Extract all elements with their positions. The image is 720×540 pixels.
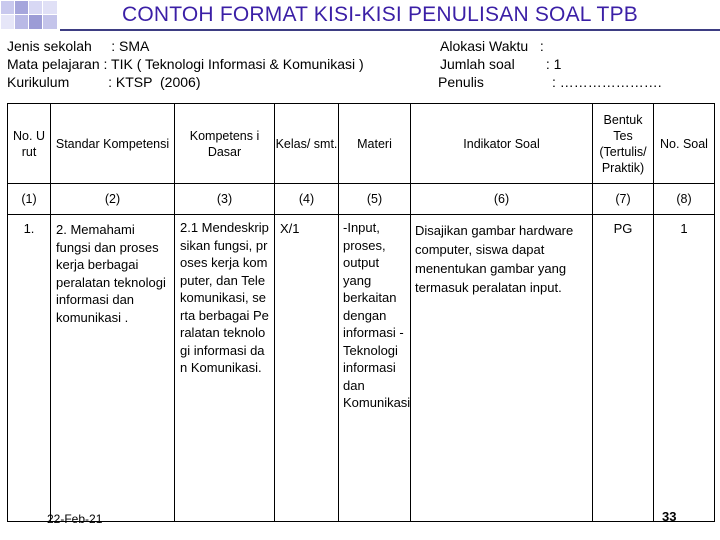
info-mata-pelajaran: Mata pelajaran : TIK ( Teknologi Informasi & Komunikasi ) bbox=[7, 56, 364, 72]
title-underline bbox=[60, 29, 720, 31]
page-title: CONTOH FORMAT KISI-KISI PENULISAN SOAL TPB bbox=[121, 3, 638, 26]
decorative-squares bbox=[0, 0, 60, 30]
index-cell: (6) bbox=[411, 184, 593, 215]
title-bar bbox=[0, 0, 720, 30]
page-number: 33 bbox=[662, 509, 677, 524]
cell-bentuk-tes: PG bbox=[593, 215, 654, 522]
header-indikator-soal: Indikator Soal bbox=[411, 104, 593, 184]
table-index-row bbox=[8, 184, 715, 215]
index-cell: (8) bbox=[654, 184, 715, 215]
table-header-row bbox=[8, 104, 715, 184]
header-materi: Materi bbox=[339, 104, 411, 184]
index-cell: (1) bbox=[8, 184, 51, 215]
index-cell: (3) bbox=[175, 184, 275, 215]
index-cell: (4) bbox=[275, 184, 339, 215]
cell-kelas: X/1 bbox=[275, 215, 339, 522]
header-standar-kompetensi: Standar Kompetensi bbox=[51, 104, 175, 184]
info-penulis-value: : …………………. bbox=[552, 74, 662, 90]
header-kompetensi-dasar: Kompetens i Dasar bbox=[175, 104, 275, 184]
info-penulis: Penulis bbox=[438, 74, 484, 90]
kisi-kisi-table bbox=[7, 103, 715, 522]
cell-materi: -Input, proses, output yang berkaitan dengan informasi -Teknologi informasi dan Komunikasi bbox=[339, 215, 411, 522]
info-jenis-sekolah: Jenis sekolah : SMA bbox=[7, 38, 150, 54]
cell-no: 1. bbox=[8, 215, 51, 522]
header-no-soal: No. Soal bbox=[654, 104, 715, 184]
header-bentuk-tes: Bentuk Tes (Tertulis/ Praktik) bbox=[593, 104, 654, 184]
index-cell: (2) bbox=[51, 184, 175, 215]
info-jumlah-soal: Jumlah soal : 1 bbox=[440, 56, 562, 72]
cell-kompetensi-dasar: 2.1 Mendeskripsikan fungsi, proses kerja komputer, dan Telekomunikasi, serta berbagai Peralatan teknologi informasi dan Komunikasi. bbox=[175, 215, 275, 522]
header-kelas-smt: Kelas/ smt. bbox=[275, 104, 339, 184]
cell-standar-kompetensi: 2. Memahami fungsi dan proses kerja berbagai peralatan teknologi informasi dan komunikasi . bbox=[51, 215, 175, 522]
info-kurikulum: Kurikulum : KTSP (2006) bbox=[7, 74, 201, 90]
cell-indikator-soal: Disajikan gambar hardware computer, siswa dapat menentukan gambar yang termasuk peralatan input. bbox=[411, 215, 593, 522]
table-row bbox=[8, 215, 715, 522]
header-no-urut: No. U rut bbox=[8, 104, 51, 184]
info-alokasi-waktu: Alokasi Waktu : bbox=[440, 38, 544, 54]
index-cell: (5) bbox=[339, 184, 411, 215]
cell-no-soal: 1 bbox=[654, 215, 715, 522]
footer-date: 22-Feb-21 bbox=[47, 512, 103, 526]
index-cell: (7) bbox=[593, 184, 654, 215]
